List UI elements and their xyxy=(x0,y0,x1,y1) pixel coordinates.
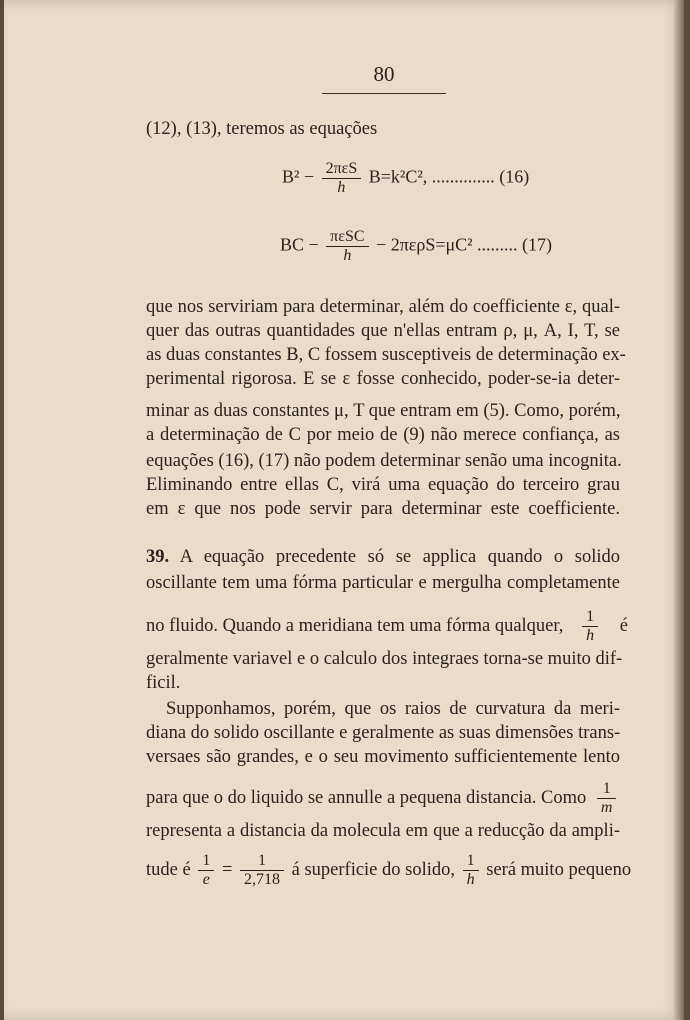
paragraph3-line4 xyxy=(146,780,620,817)
section39-line3-end: é xyxy=(619,615,628,636)
page-edge xyxy=(674,0,684,1020)
fraction-numerator: 1 xyxy=(466,852,475,869)
paragraph3-line5: representa a distancia da molecula em que a reducção da ampli- xyxy=(146,821,620,841)
section39-text: A equação precedente só se applica quando o solido xyxy=(179,547,620,567)
paragraph3-line6-equals: = xyxy=(221,859,233,880)
equation-17-dots: ......... xyxy=(477,234,518,255)
fraction-numerator: 1 xyxy=(586,608,595,625)
fraction-denominator: e xyxy=(198,870,214,889)
section-number: 39. xyxy=(146,547,170,567)
paragraph3-line4-text: para que o do liquido se annulle a pequena distancia. Como xyxy=(146,787,587,808)
section39-line5: ficil. xyxy=(146,673,181,693)
equation-17-label: (17) xyxy=(522,234,553,255)
page-number: 80 xyxy=(373,62,395,86)
paragraph1-line: quer das outras quantidades que n'ellas entram ρ, μ, A, I, T, se xyxy=(146,321,620,341)
equation-17-lhs: BC − xyxy=(280,234,319,255)
section39-line1 xyxy=(146,546,620,568)
equation-16-label: (16) xyxy=(499,166,530,187)
paragraph1-line: em ε que nos pode servir para determinar este coefficiente. xyxy=(146,499,620,519)
paragraph3-line1: Supponhamos, porém, que os raios de curvatura da meri- xyxy=(166,699,620,719)
paragraph3-line6-mid: á superficie do solido, xyxy=(291,859,455,880)
paragraph3-line6-fraction-1 xyxy=(198,852,214,889)
section39-line4: geralmente variavel e o calculo dos integraes torna-se muito dif- xyxy=(146,649,623,669)
fraction-numerator: 1 xyxy=(202,852,211,869)
fraction-numerator: 1 xyxy=(602,780,611,797)
equation-16 xyxy=(282,160,529,197)
equation-17-rhs: − 2περS=μC² xyxy=(376,234,473,255)
paragraph3-line6-end: será muito pequeno xyxy=(486,859,632,880)
page-number-rule xyxy=(322,93,446,94)
fraction-denominator: h xyxy=(582,626,598,645)
equation-16-fraction xyxy=(322,160,362,197)
paragraph1-line: equações (16), (17) não podem determinar senão uma incognita. xyxy=(146,451,622,471)
paragraph3-line6 xyxy=(146,852,632,889)
paragraph1-line: minar as duas constantes μ, T que entram em (5). Como, porém, xyxy=(146,401,621,421)
section39-line3-text: no fluido. Quando a meridiana tem uma fórma qualquer, xyxy=(146,615,564,636)
paragraph3-line6-start: tude é xyxy=(146,859,191,880)
equation-17-denominator: h xyxy=(326,246,368,265)
equation-16-lhs: B² − xyxy=(282,166,315,187)
equation-17-fraction xyxy=(326,228,368,265)
paragraph3-line6-fraction-3 xyxy=(463,852,479,889)
equation-17-numerator: πεSC xyxy=(330,228,365,245)
fraction-denominator: 2,718 xyxy=(240,870,284,889)
fraction-numerator: 1 xyxy=(258,852,266,869)
section39-line2: oscillante tem uma fórma particular e mergulha completamente xyxy=(146,573,620,593)
paragraph1-line: que nos serviriam para determinar, além do coefficiente ε, qual- xyxy=(146,297,620,317)
fraction-denominator: m xyxy=(597,798,617,817)
equation-16-denominator: h xyxy=(322,178,362,197)
paragraph3-line2: diana do solido oscillante e geralmente as suas dimensões trans- xyxy=(146,723,621,743)
paragraph3-line6-fraction-2 xyxy=(240,852,284,889)
fraction-denominator: h xyxy=(463,870,479,889)
equation-16-dots: .............. xyxy=(431,166,495,187)
book-page xyxy=(4,0,684,1020)
paragraph1-line: perimental rigorosa. E se ε fosse conhecido, poder-se-ia deter- xyxy=(146,369,620,389)
equation-16-numerator: 2πεS xyxy=(325,160,358,177)
equation-17 xyxy=(280,228,552,265)
paragraph3-line4-fraction xyxy=(597,780,617,817)
paragraph1-line: Eliminando entre ellas C, virá uma equação do terceiro grau xyxy=(146,475,620,495)
equation-16-rhs: B=k²C², xyxy=(368,166,428,187)
paragraph1-line: a determinação de C por meio de (9) não merece confiança, as xyxy=(146,425,620,445)
section39-line3-fraction xyxy=(582,608,598,645)
paragraph1-line: as duas constantes B, C fossem susceptiveis de determinação ex- xyxy=(146,345,626,365)
paragraph3-line3: versaes são grandes, e o seu movimento sufficientemente lento xyxy=(146,747,620,767)
section39-line3 xyxy=(146,608,628,645)
intro-line: (12), (13), teremos as equações xyxy=(146,119,378,139)
